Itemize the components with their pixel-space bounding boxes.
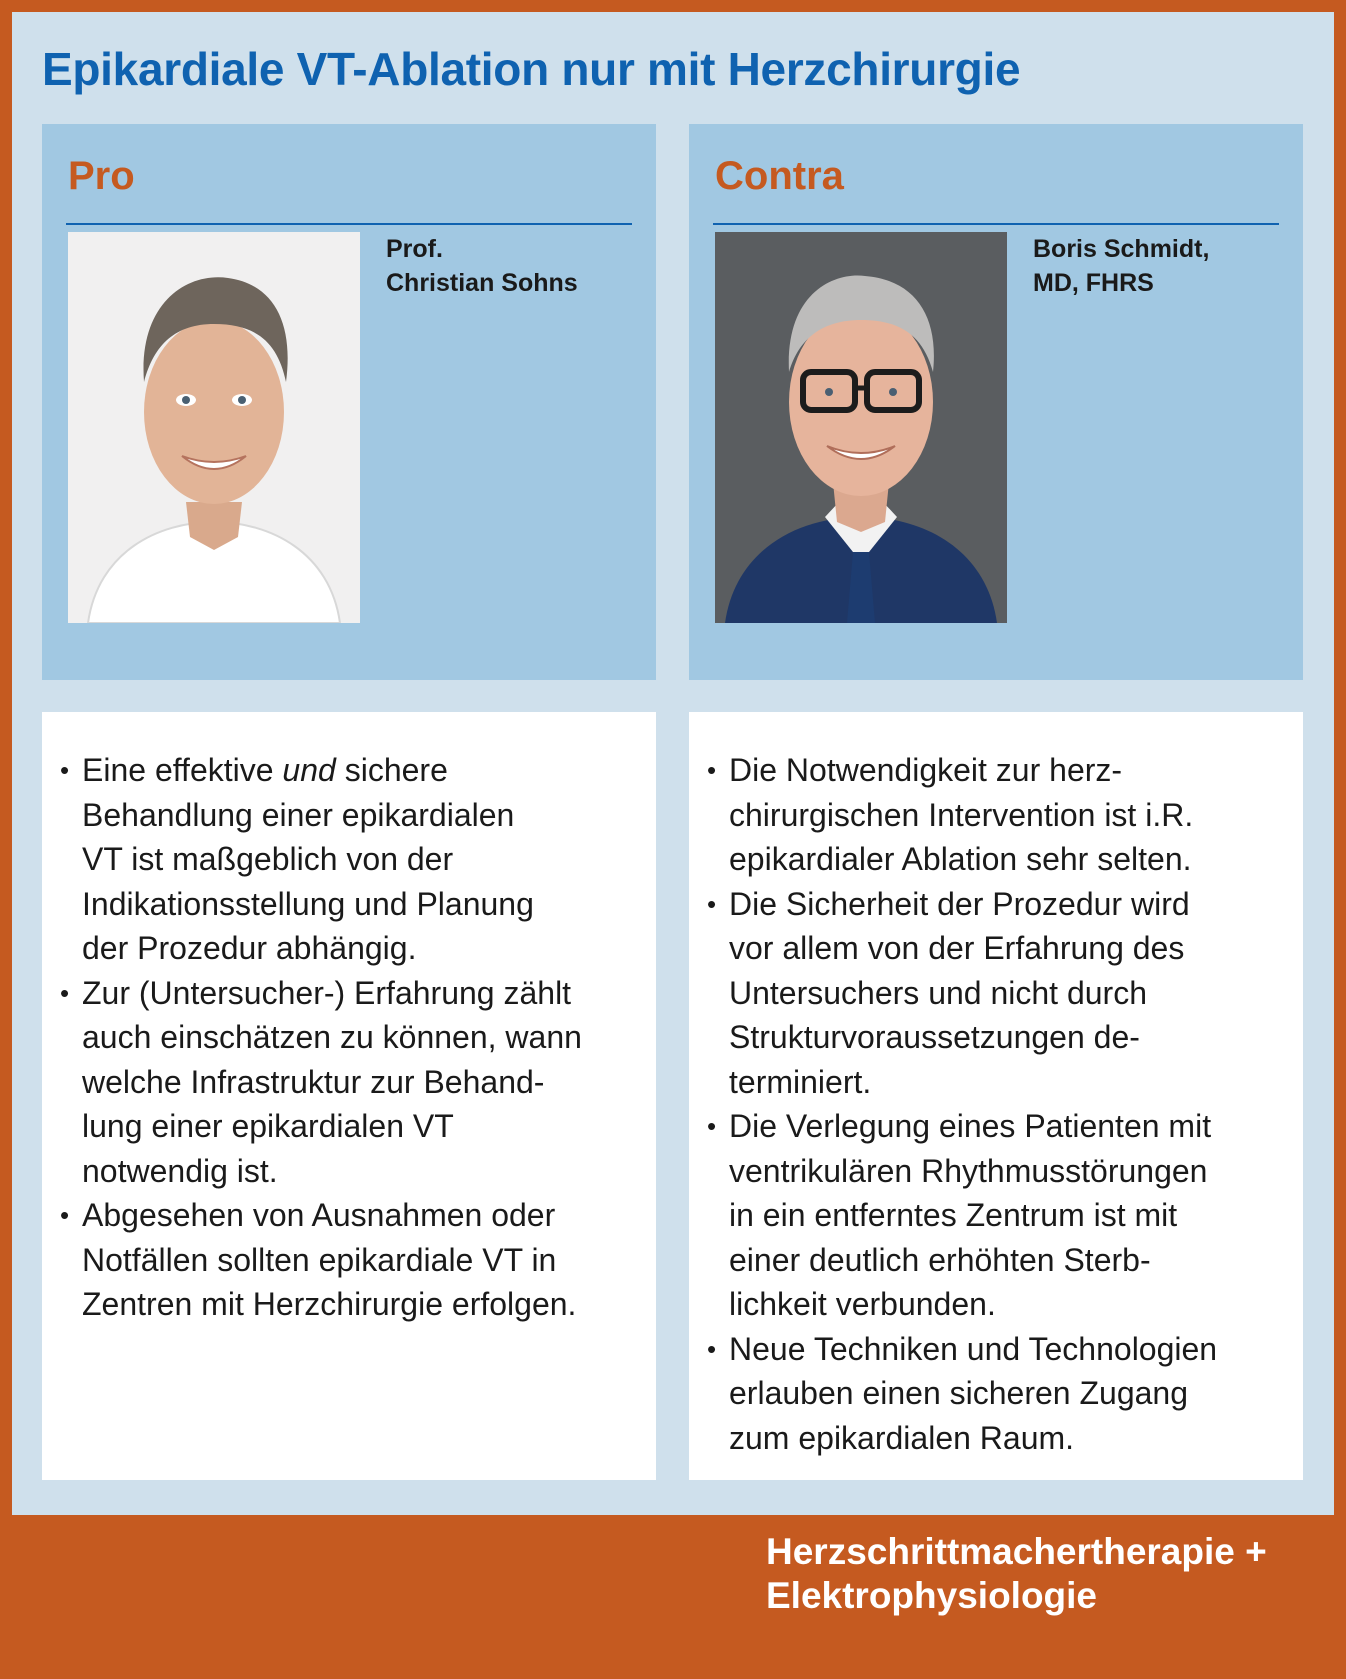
contra-arguments — [689, 712, 1303, 1480]
bullet-icon: • — [707, 1111, 717, 1141]
contra-author-photo — [715, 232, 1007, 623]
bullet-line: vor allem von der Erfahrung des — [729, 930, 1185, 966]
bullet-line — [82, 748, 632, 793]
page-title: Epikardiale VT-Ablation nur mit Herzchirurgie — [42, 43, 1021, 95]
contra-bullet-item — [707, 1327, 1279, 1461]
contra-bullet-list — [707, 748, 1279, 1460]
bullet-line: einer deutlich erhöhten Sterb- — [729, 1241, 1151, 1278]
article-panel — [12, 12, 1334, 1515]
contra-bullet-item — [707, 882, 1279, 1105]
bullet-line: Untersuchers und nicht durch — [729, 974, 1147, 1011]
bullet-line: Die Notwendigkeit zur herz- — [729, 752, 1123, 788]
pro-bullet-item — [60, 971, 632, 1194]
contra-header — [689, 124, 1303, 680]
pro-author-name-line: Christian Sohns — [386, 269, 578, 297]
bullet-text: sichere — [335, 752, 448, 788]
pro-divider — [66, 223, 632, 225]
contra-label: Contra — [715, 154, 844, 198]
pro-author-name-line: Prof. — [386, 235, 443, 263]
bullet-line: Zur (Untersucher-) Erfahrung zählt — [82, 974, 572, 1011]
bullet-line: lung einer epikardialen VT — [82, 1108, 454, 1144]
bullet-line: der Prozedur abhängig. — [82, 930, 417, 966]
bullet-icon: • — [707, 1333, 717, 1364]
journal-name-line: Elektrophysiologie — [766, 1575, 1098, 1616]
bullet-line: ventrikulären Rhythmusstörungen — [729, 1152, 1208, 1189]
bullet-line: Strukturvoraussetzungen de- — [729, 1019, 1140, 1055]
portrait-sohns-image — [68, 232, 360, 623]
bullet-line: Abgesehen von Ausnahmen oder — [82, 1197, 556, 1233]
pro-author-photo — [68, 232, 360, 623]
pro-bullet-list — [60, 748, 632, 1327]
bullet-icon: • — [60, 1200, 70, 1230]
contra-divider — [713, 223, 1279, 225]
pro-bullet-item — [60, 748, 632, 971]
pro-label: Pro — [68, 154, 135, 198]
bullet-line: Die Verlegung eines Patienten mit — [729, 1108, 1212, 1144]
bullet-line: Notfällen sollten epikardiale VT in — [82, 1241, 557, 1278]
portrait-schmidt-image — [715, 232, 1007, 623]
contra-column — [689, 124, 1303, 1480]
contra-bullet-item — [707, 1104, 1279, 1327]
bullet-icon: • — [60, 755, 70, 785]
bullet-text: Eine effektive — [82, 752, 283, 788]
bullet-line: Zentren mit Herzchirurgie erfolgen. — [82, 1286, 577, 1322]
bullet-icon: • — [707, 755, 717, 785]
bullet-line: terminiert. — [729, 1063, 872, 1100]
bullet-line: Indikationsstellung und Planung — [82, 885, 534, 922]
bullet-icon: • — [60, 977, 70, 1008]
bullet-line: erlauben einen sicheren Zugang — [729, 1375, 1188, 1411]
bullet-line: welche Infrastruktur zur Behand- — [82, 1063, 545, 1100]
contra-author-name-line: Boris Schmidt, — [1033, 235, 1210, 263]
pro-author-name — [386, 232, 578, 300]
contra-author-name-line: MD, FHRS — [1033, 269, 1154, 297]
contra-author-name — [1033, 232, 1209, 300]
bullet-line: Neue Techniken und Technologien — [729, 1330, 1218, 1367]
contra-bullet-item — [707, 748, 1279, 882]
pro-bullet-item — [60, 1193, 632, 1327]
bullet-line: epikardialer Ablation sehr selten. — [729, 841, 1192, 877]
pro-header — [42, 124, 656, 680]
bullet-line: Die Sicherheit der Prozedur wird — [729, 885, 1190, 922]
bullet-line: VT ist maßgeblich von der — [82, 841, 454, 877]
journal-name — [766, 1530, 1267, 1618]
bullet-line: Behandlung einer epikardialen — [82, 796, 515, 833]
bullet-line: chirurgischen Intervention ist i.R. — [729, 796, 1194, 833]
pro-arguments — [42, 712, 656, 1480]
bullet-icon: • — [707, 888, 717, 919]
bullet-line: in ein entferntes Zentrum ist mit — [729, 1197, 1178, 1233]
journal-name-line: Herzschrittmachertherapie + — [766, 1531, 1267, 1572]
bullet-line: auch einschätzen zu können, wann — [82, 1019, 582, 1055]
bullet-emphasis: und — [282, 752, 336, 788]
pro-column — [42, 124, 656, 1480]
bullet-line: notwendig ist. — [82, 1152, 278, 1189]
bullet-line: zum epikardialen Raum. — [729, 1419, 1075, 1456]
bullet-line: lichkeit verbunden. — [729, 1286, 996, 1322]
